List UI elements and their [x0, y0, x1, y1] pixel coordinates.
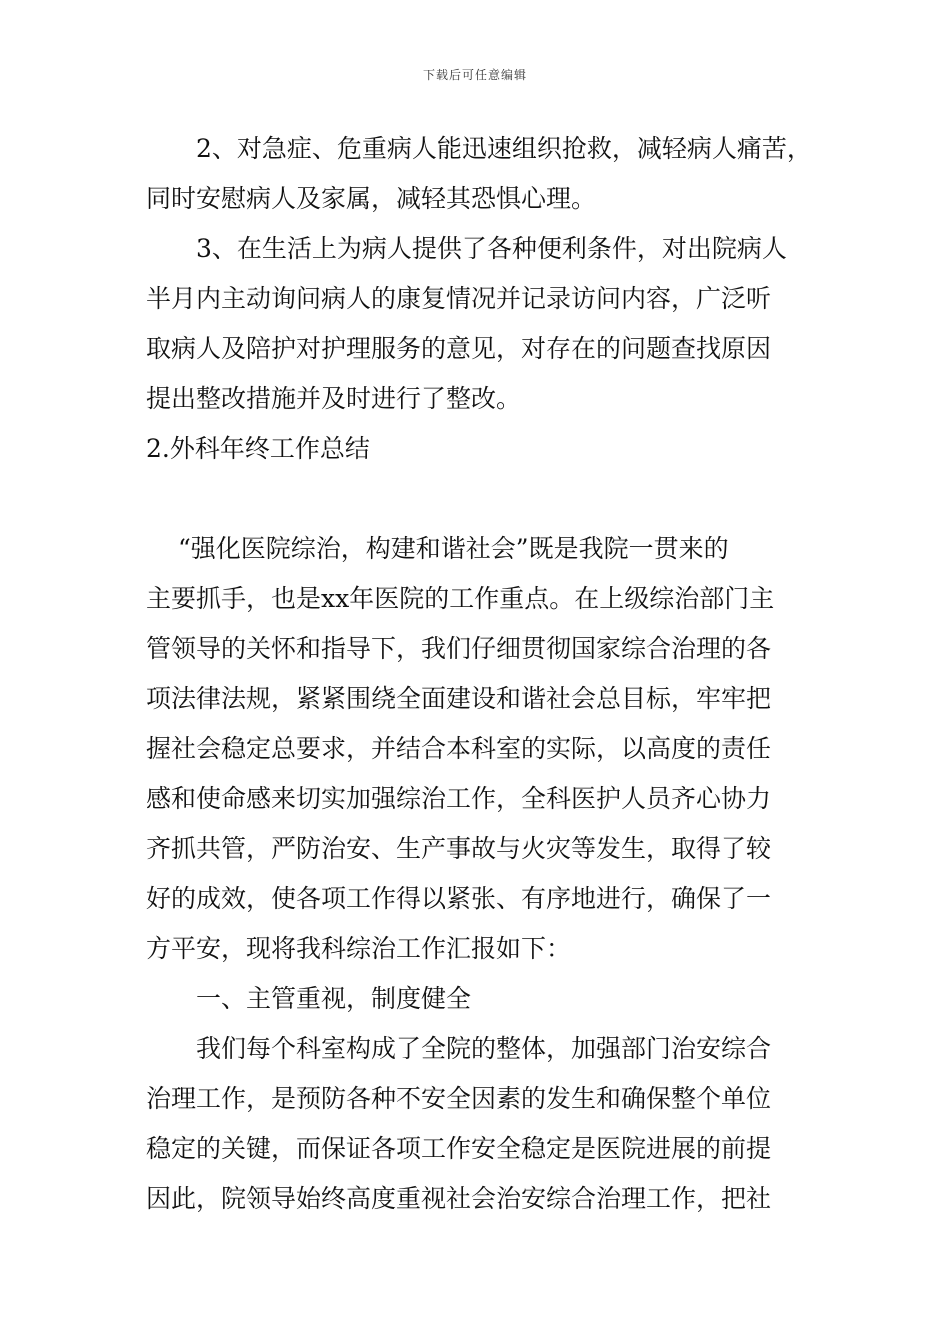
paragraph-line: 2、对急症、危重病人能迅速组织抢救，减轻病人痛苦，	[196, 134, 812, 163]
paragraph-line: 方平安，现将我科综治工作汇报如下：	[146, 934, 572, 963]
paragraph-line: 3、在生活上为病人提供了各种便利条件，对出院病人	[196, 234, 787, 263]
paragraph-line: 项法律法规，紧紧围绕全面建设和谐社会总目标，牢牢把	[146, 684, 772, 713]
section-heading: 2.外科年终工作总结	[146, 434, 370, 463]
paragraph-line: 稳定的关键，而保证各项工作安全稳定是医院进展的前提	[146, 1134, 772, 1163]
paragraph-line: 半月内主动询问病人的康复情况并记录访问内容，广泛听	[146, 284, 772, 313]
paragraph-line: 我们每个科室构成了全院的整体，加强部门治安综合	[196, 1034, 772, 1063]
paragraph-line: 握社会稳定总要求，并结合本科室的实际，以高度的责任	[146, 734, 772, 763]
paragraph-line: 取病人及陪护对护理服务的意见，对存在的问题查找原因	[146, 334, 772, 363]
paragraph-line: 同时安慰病人及家属，减轻其恐惧心理。	[146, 184, 597, 213]
paragraph-line: 因此，院领导始终高度重视社会治安综合治理工作，把社	[146, 1184, 772, 1213]
paragraph-line: 齐抓共管，严防治安、生产事故与火灾等发生，取得了较	[146, 834, 772, 863]
paragraph-line: 好的成效，使各项工作得以紧张、有序地进行，确保了一	[146, 884, 772, 913]
paragraph-line: “强化医院综治，构建和谐社会”既是我院一贯来的	[178, 534, 729, 563]
paragraph-line: 管领导的关怀和指导下，我们仔细贯彻国家综合治理的各	[146, 634, 772, 663]
paragraph-line: 治理工作，是预防各种不安全因素的发生和确保整个单位	[146, 1084, 772, 1113]
subsection-heading: 一、主管重视，制度健全	[196, 984, 472, 1013]
paragraph-line: 感和使命感来切实加强综治工作，全科医护人员齐心协力	[146, 784, 772, 813]
paragraph-line: 提出整改措施并及时进行了整改。	[146, 384, 522, 413]
page-header: 下载后可任意编辑	[422, 68, 527, 82]
paragraph-line: 主要抓手，也是xx年医院的工作重点。在上级综治部门主	[146, 584, 775, 613]
